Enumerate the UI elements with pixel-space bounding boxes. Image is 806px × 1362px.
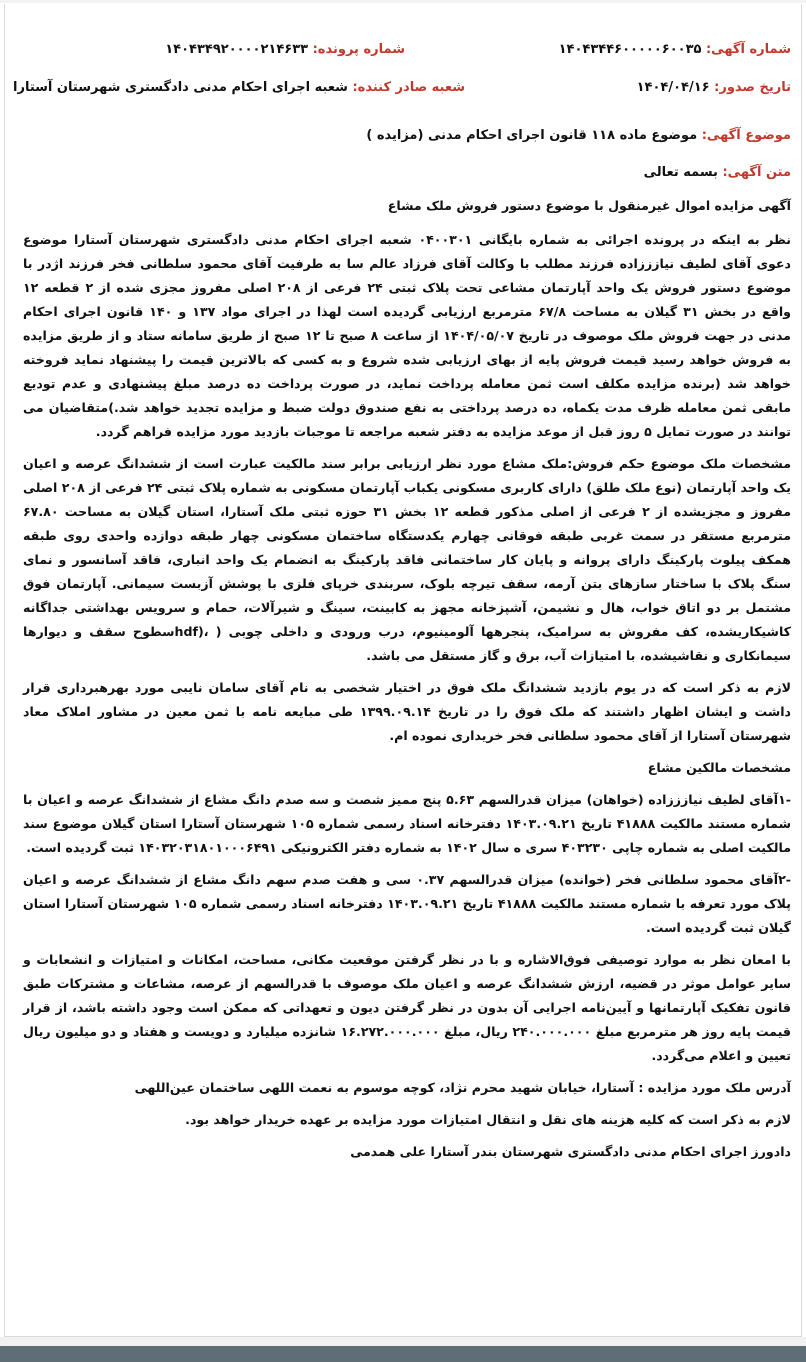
paragraph-occupant: لازم به ذکر است که در یوم بازدید ششدانگ ملک فوق در اختیار شخصی به نام آقای سامان نایبی مورد بهرهبرداری قرار داشت و ایشان اظهار داشتند که ملک فوق را در تاریخ ۱۳۹۹.۰۹.۱۴ طی مبایعه نامه با ثمن معین در مشاور املاک معاد شهرستان آستارا از آقای محمود سلطانی فخر خریداری نموده ام. — [23, 680, 791, 743]
signature: دادورز اجرای احکام مدنی دادگستری شهرستان بندر آستارا علی همدمی — [350, 1144, 791, 1159]
text-label: متن آگهی: — [722, 165, 791, 180]
paragraph-auction-terms: نظر به اینکه در پرونده اجرائی به شماره بایگانی ۰۴۰۰۳۰۱ شعبه اجرای احکام مدنی دادگستری شهرستان آستارا موضوع دعوی آقای لطیف نیازززاده فرزند مطلب با وکالت آقای فرزاد عالم سا به طرفیت آقای محمود سلطانی فخر فرزند اژدر با موضوع دستور فروش یک واحد آپارتمان مشاعی تحت پلاک ثبتی ۲۴ فرعی از ۲۰۸ اصلی مفروز مجزی شده از ۲ قطعه ۱۲ واقع در بخش ۳۱ گیلان به مساحت ۶۷/۸ مترمربع ارزیابی گردیده است لهذا در اجرای مواد ۱۳۷ و ۱۴۰ قانون اجرای احکام مدنی در جهت فروش ملک موصوف در تاریخ ۱۴۰۴/۰۵/۰۷ از ساعت ۸ صبح تا ۱۲ صبح از طریق سامانه ستاد و از طریق مزایده به فروش خواهد رسید قیمت فروش پایه از بهای ارزیابی شده شروع و به کسی که بالاترین قیمت را پیشنهاد نماید فروخته خواهد شد (برنده مزایده مکلف است ثمن معامله پرداخت نماید، در صورت پرداخت ده درصد مبلغ پیشنهادی و عدم توديع مابقی ثمن معامله ظرف مدت یکماه، ده درصد پرداختی به نفع صندوق دولت ضبط و مزایده تجدید خواهد شد.)متقاضیان می توانند در صورت تمایل ۵ روز قبل از موعد مزایده به دفتر شعبه مراجعه تا موجبات بازدید مورد مزایده فراهم گردد. — [23, 232, 791, 439]
notice-number-label: شماره آگهی: — [705, 42, 791, 57]
case-number-label: شماره پرونده: — [312, 42, 405, 57]
case-number — [165, 42, 405, 57]
top-rule — [0, 0, 806, 3]
notice-subject — [366, 128, 791, 143]
owners-heading: مشخصات مالکین مشاع — [647, 760, 791, 775]
subject-label: موضوع آگهی: — [701, 128, 791, 143]
subject-value: موضوع ماده ۱۱۸ قانون اجرای احکام مدنی (مزایده ) — [366, 128, 698, 143]
paragraph-valuation: با امعان نظر به موارد توصیفی فوق‌الاشاره و با در نظر گرفتن موقعیت مکانی، مساحت، امکانات و امتیازات و انشعابات و سایر عوامل موثر در قضیه، ارزش ششدانگ عرصه و اعیان ملک موصوف با قدرالسهم از عرصه، مشاعات و مشترکات طبق قانون تفکیک آپارتمانها و آیین‌نامه اجرایی آن بدون در نظر گرفتن دیون و تعهداتی که ممکن است وجود داشته باشد، از قرار قیمت پایه روز هر مترمربع مبلغ ۲۴۰.۰۰۰.۰۰۰ ریال، مبلغ ۱۶.۲۷۲.۰۰۰.۰۰۰ شانزده میلیارد و دویست و هفتاد و دو میلیون ریال تعیین و اعلام می‌گردد. — [23, 952, 791, 1063]
notice-text-intro — [644, 165, 791, 180]
fees-note: لازم به ذکر است که کلیه هزینه های نقل و انتقال امتیازات مورد مزایده بر عهده خریدار خواهد بود. — [185, 1112, 791, 1127]
notice-document — [4, 4, 802, 1337]
notice-number — [559, 42, 791, 57]
paragraph-owner-2: -۲آقای محمود سلطانی فخر (خوانده) میزان قدرالسهم ۰.۳۷ سی و هفت صدم سهم دانگ مشاع از ششدانگ عرصه و اعیان پلاک مورد تعرفه با شماره مستند مالکیت ۴۱۸۸۸ تاریخ ۱۴۰۳.۰۹.۲۱ دفترخانه اسناد رسمی شماره ۱۰۵ شهرستان آستارا استان گیلان ثبت گردیده است. — [23, 872, 792, 935]
case-number-value: ۱۴۰۴۳۴۹۲۰۰۰۰۲۱۴۶۳۳ — [165, 42, 309, 57]
bottom-gap — [0, 1337, 806, 1346]
bottom-bar — [0, 1346, 806, 1362]
notice-title: آگهی مزایده اموال غیرمنقول با موضوع دستور فروش ملک مشاع — [387, 198, 791, 213]
issuer-label: شعبه صادر کننده: — [352, 80, 465, 95]
notice-number-value: ۱۴۰۴۳۴۴۶۰۰۰۰۰۶۰۰۳۵ — [558, 42, 702, 57]
issuer — [13, 80, 465, 95]
notice-body — [23, 194, 791, 1172]
issue-date-value: ۱۴۰۴/۰۴/۱۶ — [636, 80, 710, 95]
text-intro-value: بسمه تعالی — [643, 165, 718, 180]
issue-date — [637, 80, 791, 95]
property-address: آدرس ملک مورد مزایده : آستارا، خیابان شهید محرم نژاد، کوچه موسوم به نعمت اللهی ساختمان عین‌اللهی — [134, 1080, 791, 1095]
paragraph-owner-1: -۱آقای لطیف نیازززاده (خواهان) میزان قدرالسهم ۵.۶۳ پنج ممیز شصت و سه صدم دانگ مشاع از ششدانگ عرصه و اعیان با شماره مستند مالکیت ۴۱۸۸۸ تاریخ ۱۴۰۳.۰۹.۲۱ دفترخانه اسناد رسمی شماره ۱۰۵ شهرستان آستارا استان گیلان موضوع سند مالکیت اصلی به شماره چاپی ۴۰۳۲۳۰ سری ه سال ۱۴۰۲ به شماره دفتر الکترونیکی ۱۴۰۳۲۰۳۱۸۰۱۰۰۰۶۴۹۱ ثبت گردیده است. — [23, 792, 791, 855]
issuer-value: شعبه اجرای احکام مدنی دادگستری شهرستان آستارا — [13, 80, 348, 95]
issue-date-label: تاریخ صدور: — [714, 80, 791, 95]
paragraph-property-specs: مشخصات ملک موضوع حکم فروش:ملک مشاع مورد نظر ارزیابی برابر سند مالکیت عبارت است از ششدانگ عرصه و اعیان یک واحد آپارتمان (نوع ملک طلق) دارای کاربری مسکونی یکباب آپارتمان مسکونی به شماره پلاک ثبتی ۲۴ فرعی از ۲۰۸ اصلی مفروز و مجزیشده از ۲ فرعی از اصلی مذکور قطعه ۱۲ بخش ۳۱ حوزه ثبتی ملک آستارا، استان گیلان به مساحت ۶۷.۸۰ مترمربع مستقر در سمت غربی طبقه فوقانی چهارم یکدستگاه ساختمان مسکونی چهار طبقه دوازده واحدی روی طبقه همکف پیلوت پارکینگ دارای پروانه و پایان کار ساختمانی فاقد پارکینگ به انضمام یک واحد انباری، فاقد آسانسور و نمای سنگ پلاک با ساختار سازهای بتن آرمه، سقف تیرچه بلوک، سربندی خرپای فلزی با پوشش آزبست سیمانی. آپارتمان فوق مشتمل بر دو اتاق خواب، هال و نشیمن، آشپزخانه مجهز به کابینت، سینگ و شیرآلات، حمام و سرویس بهداشتی جداگانه کاشیکاریشده، کف مفروش به سرامیک، پنجرهها آلومینیوم، درب ورودی و داخلی چوبی ( ،(hdfسطوح سقف و دیوارها سیمانکاری و نقاشیشده، با امتیازات آب، برق و گاز مستقل می باشد. — [23, 456, 792, 663]
